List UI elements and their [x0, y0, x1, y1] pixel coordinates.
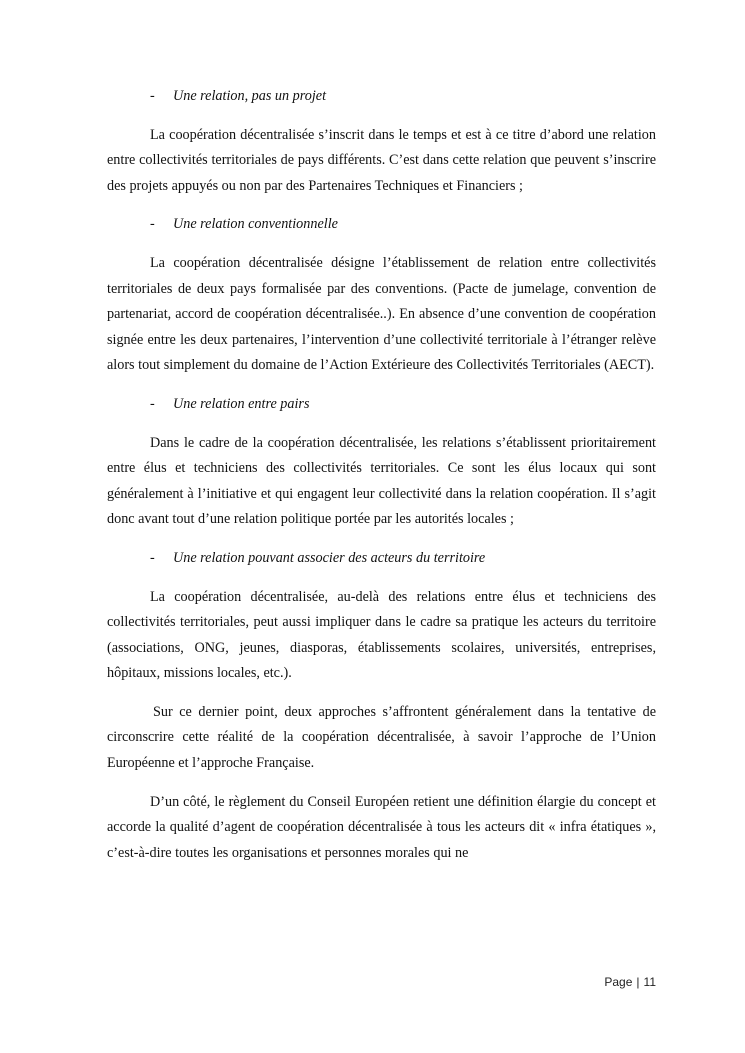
page-body [107, 84, 656, 879]
section-heading [107, 212, 656, 238]
heading-text: Une relation pouvant associer des acteurs du territoire [173, 549, 486, 566]
paragraph: D’un côté, le règlement du Conseil Européen retient une définition élargie du concept et accorde la qualité d’agent de coopération décentralisée à tous les acteurs dit « infra étatiques », c’est-à-dire toutes les organisations et personnes morales qui ne [107, 793, 656, 861]
section-heading [107, 392, 656, 418]
paragraph: La coopération décentralisée s’inscrit dans le temps et est à ce titre d’abord une relation entre collectivités territoriales de pays différents. C’est dans cette relation que peuvent s’inscrire des projets appuyés ou non par des Partenaires Techniques et Financiers ; [107, 126, 656, 194]
bullet-dash: - [150, 88, 155, 104]
paragraph: La coopération décentralisée, au-delà des relations entre élus et techniciens des collectivités territoriales, peut aussi impliquer dans le cadre sa pratique les acteurs du territoire (associations, ONG, jeunes, diasporas, établissements scolaires, universités, entreprises, hôpitaux, missions locales, etc.). [107, 588, 656, 682]
paragraph: Dans le cadre de la coopération décentralisée, les relations s’établissent prioritairement entre élus et techniciens des collectivités territoriales. Ce sont les élus locaux qui sont généralement à l’initiative et qui engagent leur collectivité dans la relation coopération. Il s’agit donc avant tout d’une relation politique portée par les autorités locales ; [107, 434, 656, 528]
page-label: Page [604, 975, 633, 989]
bullet-dash: - [150, 216, 155, 233]
section-heading [107, 546, 656, 572]
footer-separator: | [636, 975, 640, 989]
heading-text: Une relation conventionnelle [173, 216, 338, 233]
bullet-dash: - [150, 395, 155, 412]
heading-text: Une relation entre pairs [173, 395, 310, 412]
heading-text: Une relation, pas un projet [173, 88, 327, 104]
page-number: 11 [643, 975, 656, 989]
page-footer [604, 975, 656, 989]
paragraph: La coopération décentralisée désigne l’établissement de relation entre collectivités territoriales de deux pays formalisée par des conventions. (Pacte de jumelage, convention de partenariat, accord de coopération décentralisée..). En absence d’une convention de coopération signée entre les deux partenaires, l’intervention d’une collectivité territoriale à l’étranger relève alors tout simplement du domaine de l’Action Extérieure des Collectivités Territoriales (AECT). [107, 254, 656, 374]
paragraph: Sur ce dernier point, deux approches s’affrontent généralement dans la tentative de circonscrire cette réalité de la coopération décentralisée, à savoir l’approche de l’Union Européenne et l’approche Française. [107, 703, 656, 772]
bullet-dash: - [150, 549, 155, 566]
section-heading [107, 84, 656, 110]
